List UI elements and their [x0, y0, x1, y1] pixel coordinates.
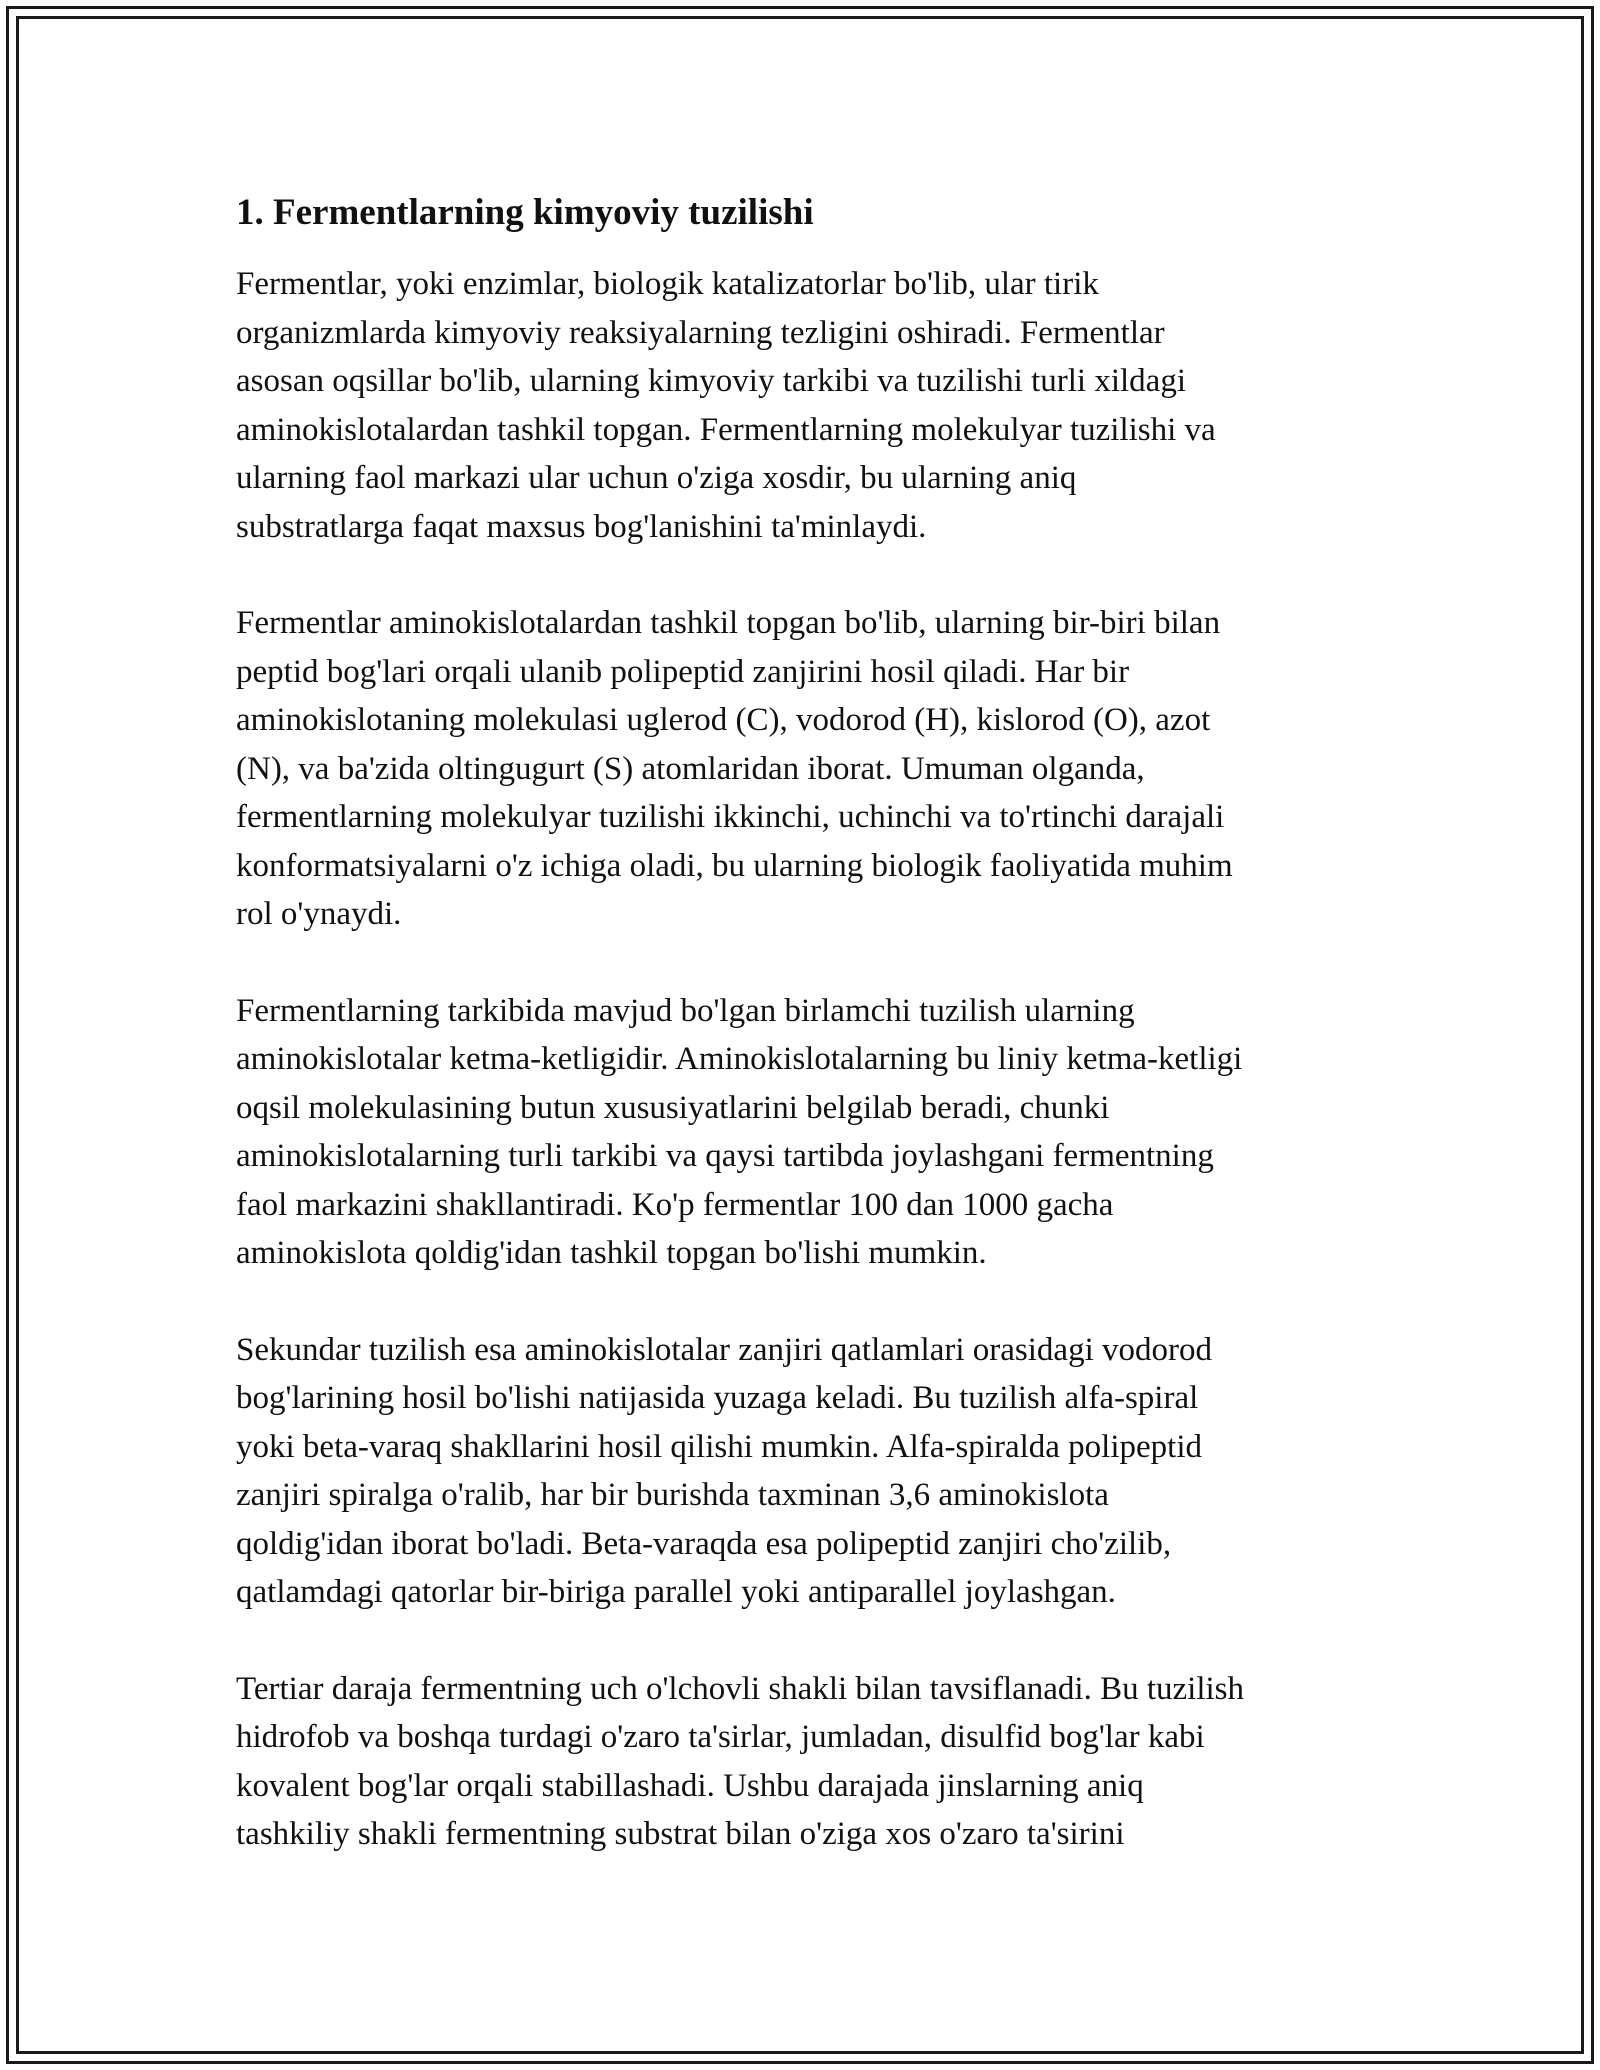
text-line: Tertiar daraja fermentning uch o'lchovli shakli bilan tavsiflanadi. Bu tuzilish [236, 1670, 1245, 1707]
text-line: oqsil molekulasining butun xususiyatlarini belgilab beradi, chunki [236, 1089, 1110, 1126]
paragraph-1 [236, 260, 1366, 551]
text-line: aminokislota qoldig'idan tashkil topgan bo'lishi mumkin. [236, 1235, 987, 1271]
text-line: peptid bog'lari orqali ulanib polipeptid zanjirini hosil qiladi. Har bir [236, 653, 1130, 690]
text-line: zanjiri spiralga o'ralib, har bir burishda taxminan 3,6 aminokislota [236, 1477, 1109, 1513]
text-line: aminokislotalarning turli tarkibi va qaysi tartibda joylashgani fermentning [236, 1138, 1214, 1174]
text-line: qatlamdagi qatorlar bir-biriga parallel yoki antiparallel joylashgan. [236, 1574, 1116, 1610]
document-body [236, 188, 1366, 1859]
text-line: yoki beta-varaq shakllarini hosil qilishi mumkin. Alfa-spiralda polipeptid [236, 1428, 1202, 1465]
paragraph-5 [236, 1665, 1366, 1859]
text-line: (N), va ba'zida oltingugurt (S) atomlaridan iborat. Umuman olganda, [236, 750, 1145, 787]
text-line: qoldig'idan iborat bo'ladi. Beta-varaqda esa polipeptid zanjiri cho'zilib, [236, 1525, 1172, 1562]
text-line: kovalent bog'lar orqali stabillashadi. Ushbu darajada jinslarning aniq [236, 1767, 1144, 1804]
text-line: Fermentlarning tarkibida mavjud bo'lgan birlamchi tuzilish ularning [236, 992, 1135, 1029]
paragraph-3 [236, 987, 1366, 1278]
text-line: fermentlarning molekulyar tuzilishi ikkinchi, uchinchi va to'rtinchi darajali [236, 799, 1225, 835]
text-line: konformatsiyalarni o'z ichiga oladi, bu ularning biologik faoliyatida muhim [236, 847, 1233, 884]
text-line: asosan oqsillar bo'lib, ularning kimyoviy tarkibi va tuzilishi turli xildagi [236, 363, 1186, 399]
text-line: aminokislotalar ketma-ketligidir. Aminokislotalarning bu liniy ketma-ketligi [236, 1041, 1243, 1077]
text-line: Fermentlar, yoki enzimlar, biologik katalizatorlar bo'lib, ular tirik [236, 266, 1099, 302]
text-line: faol markazini shakllantiradi. Ko'p fermentlar 100 dan 1000 gacha [236, 1186, 1114, 1223]
text-line: Sekundar tuzilish esa aminokislotalar zanjiri qatlamlari orasidagi vodorod [236, 1331, 1212, 1368]
text-line: aminokislotaning molekulasi uglerod (C), vodorod (H), kislorod (O), azot [236, 702, 1211, 738]
section-heading: 1. Fermentlarning kimyoviy tuzilishi [236, 192, 814, 233]
text-line: substratlarga faqat maxsus bog'lanishini ta'minlaydi. [236, 508, 927, 545]
text-line: aminokislotalardan tashkil topgan. Fermentlarning molekulyar tuzilishi va [236, 411, 1216, 448]
text-line: ularning faol markazi ular uchun o'ziga xosdir, bu ularning aniq [236, 460, 1077, 496]
text-line: bog'larining hosil bo'lishi natijasida yuzaga keladi. Bu tuzilish alfa-spiral [236, 1380, 1199, 1416]
text-line: Fermentlar aminokislotalardan tashkil topgan bo'lib, ularning bir-biri bilan [236, 605, 1221, 641]
text-line: rol o'ynaydi. [236, 896, 402, 932]
text-line: organizmlarda kimyoviy reaksiyalarning tezligini oshiradi. Fermentlar [236, 314, 1165, 351]
text-line: tashkiliy shakli fermentning substrat bilan o'ziga xos o'zaro ta'sirini [236, 1816, 1125, 1852]
paragraph-2 [236, 599, 1366, 939]
text-line: hidrofob va boshqa turdagi o'zaro ta'sirlar, jumladan, disulfid bog'lar kabi [236, 1719, 1205, 1755]
paragraph-4 [236, 1326, 1366, 1617]
